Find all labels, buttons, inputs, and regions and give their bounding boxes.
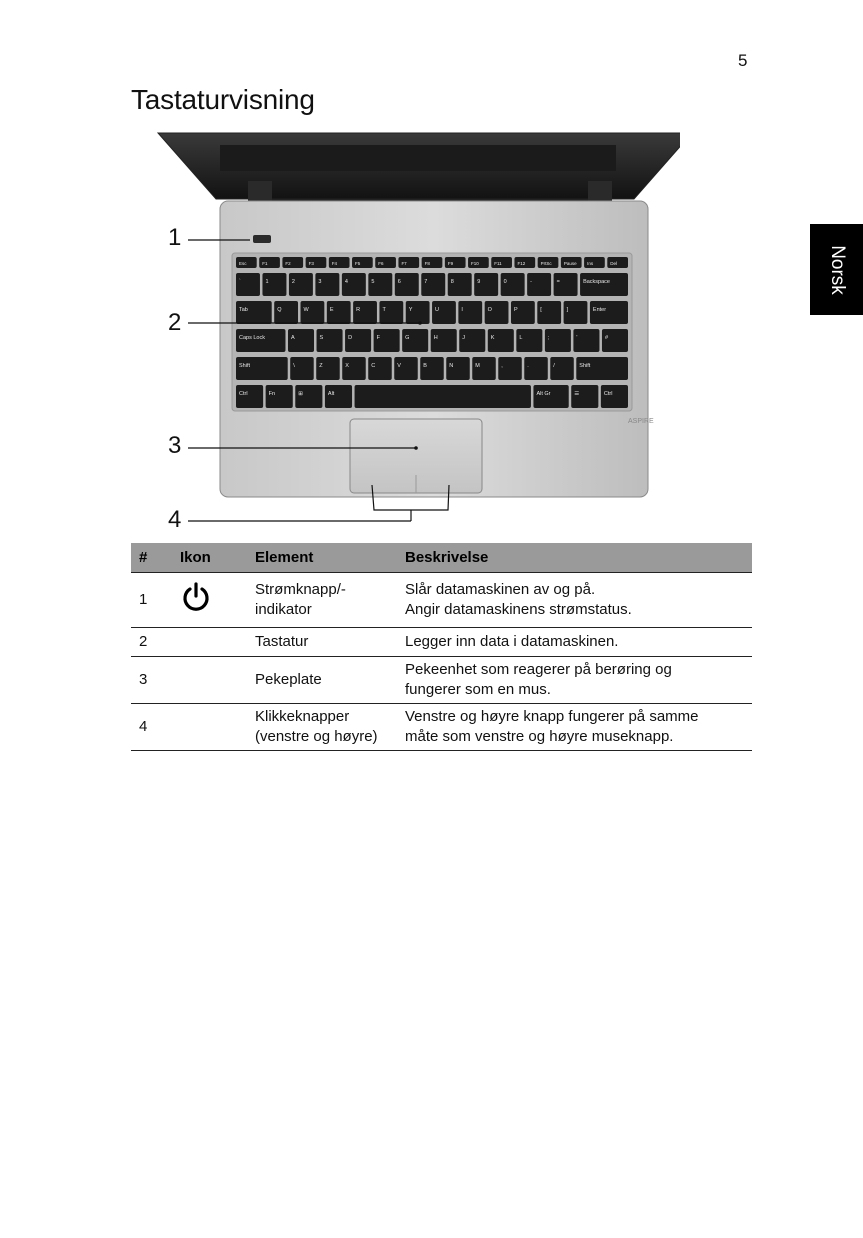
keyboard-key-label: O	[487, 307, 492, 313]
laptop-drawing	[150, 125, 680, 535]
row-description	[397, 628, 752, 657]
element-line: Strømknapp/-	[255, 581, 346, 598]
description-line: Angir datamaskinens strømstatus.	[405, 601, 632, 618]
callout-4: 4	[168, 506, 182, 533]
keyboard-key-label: Alt	[327, 391, 335, 397]
keyboard-key-label: Backspace	[583, 279, 610, 285]
description-line: Venstre og høyre knapp fungerer på samme	[405, 708, 699, 725]
keyboard-key-label: K	[490, 335, 495, 341]
description-line: fungerer som en mus.	[405, 681, 551, 698]
keyboard-key-label: -	[530, 279, 532, 285]
keyboard-key-label: V	[397, 363, 401, 369]
keyboard-key-label: Enter	[592, 307, 607, 313]
keyboard-key-label: 7	[424, 279, 428, 285]
element-line: (venstre og høyre)	[255, 728, 378, 745]
power-icon	[180, 581, 212, 613]
keyboard-key-label: S	[319, 335, 324, 341]
page-number: 5	[738, 51, 748, 70]
keyboard-key-label: 6	[397, 279, 401, 285]
keyboard-key-label: X	[345, 363, 349, 369]
language-tab-label: Norsk	[826, 244, 848, 295]
keyboard-key-label: M	[475, 363, 480, 369]
keyboard-key-label: A	[290, 335, 295, 341]
keyboard-key-label: L	[519, 335, 523, 341]
row-num: 2	[131, 628, 172, 657]
keyboard-key-label: 8	[450, 279, 454, 285]
description-line: måte som venstre og høyre museknapp.	[405, 728, 674, 745]
header-num: #	[131, 543, 172, 573]
row-num: 1	[131, 573, 172, 628]
keyboard-key-label: `	[239, 279, 241, 285]
row-element	[247, 704, 397, 751]
element-line: Tastatur	[255, 633, 309, 650]
description-line: Slår datamaskinen av og på.	[405, 581, 596, 598]
row-num: 4	[131, 704, 172, 751]
keyboard-key-label: Esc	[239, 261, 247, 266]
keyboard-key-label: .	[527, 363, 529, 369]
keyboard-key-label: I	[461, 307, 463, 313]
row-num: 3	[131, 657, 172, 704]
keyboard-key-label: F	[376, 335, 380, 341]
keyboard-key-label: C	[371, 363, 376, 369]
row-icon	[172, 657, 247, 704]
callout-3: 3	[168, 432, 182, 459]
element-line: Pekeplate	[255, 671, 322, 688]
keyboard-key-label: /	[553, 363, 555, 369]
row-description	[397, 657, 752, 704]
table-row	[131, 573, 752, 628]
element-line: Klikkeknapper	[255, 708, 350, 725]
keyboard-key-label: F9	[447, 261, 454, 266]
callout-1: 1	[168, 224, 182, 251]
keyboard-key-label: ⊞	[298, 391, 303, 397]
keyboard-key-label: R	[356, 307, 361, 313]
row-description	[397, 573, 752, 628]
keyboard-key-label: F11	[494, 261, 502, 266]
keyboard-key-label: =	[556, 279, 560, 285]
keyboard-key-label: Ins	[587, 261, 594, 266]
keyboard-key-label: \	[293, 363, 295, 369]
brand-logo: ASPIRE	[628, 418, 654, 425]
keyboard-key-label: 1	[265, 279, 269, 285]
keyboard-key-label: 5	[371, 279, 375, 285]
keyboard-key-label: Pause	[563, 261, 577, 266]
keyboard-key-label: P	[513, 307, 518, 313]
keyboard-key-label: F2	[285, 261, 291, 266]
keyboard-key-label: F8	[424, 261, 430, 266]
keyboard-key-label: T	[382, 307, 386, 313]
keyboard-key-label: J	[462, 335, 465, 341]
keyboard-key-label: '	[576, 335, 578, 341]
description-line: Pekeenhet som reagerer på berøring og	[405, 661, 672, 678]
keyboard-key-label: Ctrl	[603, 391, 613, 397]
row-icon	[172, 704, 247, 751]
keyboard-key-label: N	[449, 363, 454, 369]
row-description	[397, 704, 752, 751]
keyboard-key-label: W	[303, 307, 309, 313]
page-title: Tastaturvisning	[131, 84, 315, 115]
keyboard-key-label: F7	[401, 261, 407, 266]
keyboard-key-label: F5	[355, 261, 361, 266]
keyboard-key-label: ,	[501, 363, 503, 369]
element-line: indikator	[255, 601, 312, 618]
keyboard-key-label: ;	[547, 335, 550, 341]
keyboard-key-label: F6	[378, 261, 384, 266]
keyboard-key-label: G	[405, 335, 410, 341]
callout-2: 2	[168, 309, 182, 336]
row-icon	[172, 628, 247, 657]
keyboard-key-label: Tab	[239, 307, 248, 313]
row-element	[247, 628, 397, 657]
keyboard-key-label: Ctrl	[239, 391, 248, 397]
keyboard-key-label: U	[435, 307, 440, 313]
keyboard-key-label: 2	[291, 279, 295, 285]
keyboard-key-label: F1	[262, 261, 268, 266]
keyboard-key-label: Alt Gr	[536, 391, 551, 397]
keyboard-key-label: Caps Lock	[239, 335, 265, 341]
keyboard-key-label: 9	[477, 279, 481, 285]
keyboard-key-label: #	[604, 335, 609, 341]
component-table	[131, 543, 752, 751]
header-description: Beskrivelse	[397, 543, 752, 573]
row-element	[247, 657, 397, 704]
table-row	[131, 628, 752, 657]
keyboard-key-label: PrtSc	[540, 261, 552, 266]
table-header	[131, 543, 752, 573]
keyboard-key-label: F10	[471, 261, 479, 266]
table-row	[131, 704, 752, 751]
language-tab	[810, 224, 863, 315]
keyboard-key-label: F4	[331, 261, 338, 266]
row-element	[247, 573, 397, 628]
keyboard-key-label: 3	[318, 279, 322, 285]
keyboard-key-label: Q	[277, 307, 282, 313]
keyboard-key-label: Shift	[239, 363, 251, 369]
keyboard-key-label: E	[329, 307, 334, 313]
table-row	[131, 657, 752, 704]
description-line: Legger inn data i datamaskinen.	[405, 633, 619, 650]
keyboard-key-label: ]	[566, 307, 569, 313]
keyboard-key	[355, 385, 531, 408]
keyboard-key-label: B	[423, 363, 427, 369]
keyboard-key-label: ☰	[574, 391, 580, 397]
keyboard-key-label: [	[540, 307, 542, 313]
keyboard-key-label: Z	[319, 363, 323, 369]
header-element: Element	[247, 543, 397, 573]
keyboard-key-label: 0	[503, 279, 507, 285]
keyboard-key-label: F12	[517, 261, 526, 266]
keyboard-key-label: Y	[408, 307, 413, 313]
laptop-keyboard-illustration	[150, 125, 680, 535]
keyboard-key-label: Fn	[268, 391, 276, 397]
keyboard-key-label: Del	[610, 261, 618, 266]
header-icon: Ikon	[172, 543, 247, 573]
keyboard-key-label: F3	[308, 261, 314, 266]
keyboard-key-label: H	[433, 335, 438, 341]
keyboard-key-label: D	[348, 335, 353, 341]
keyboard-key-label: 4	[344, 279, 348, 285]
row-icon	[172, 573, 247, 628]
keyboard-key-label: Shift	[579, 363, 591, 369]
